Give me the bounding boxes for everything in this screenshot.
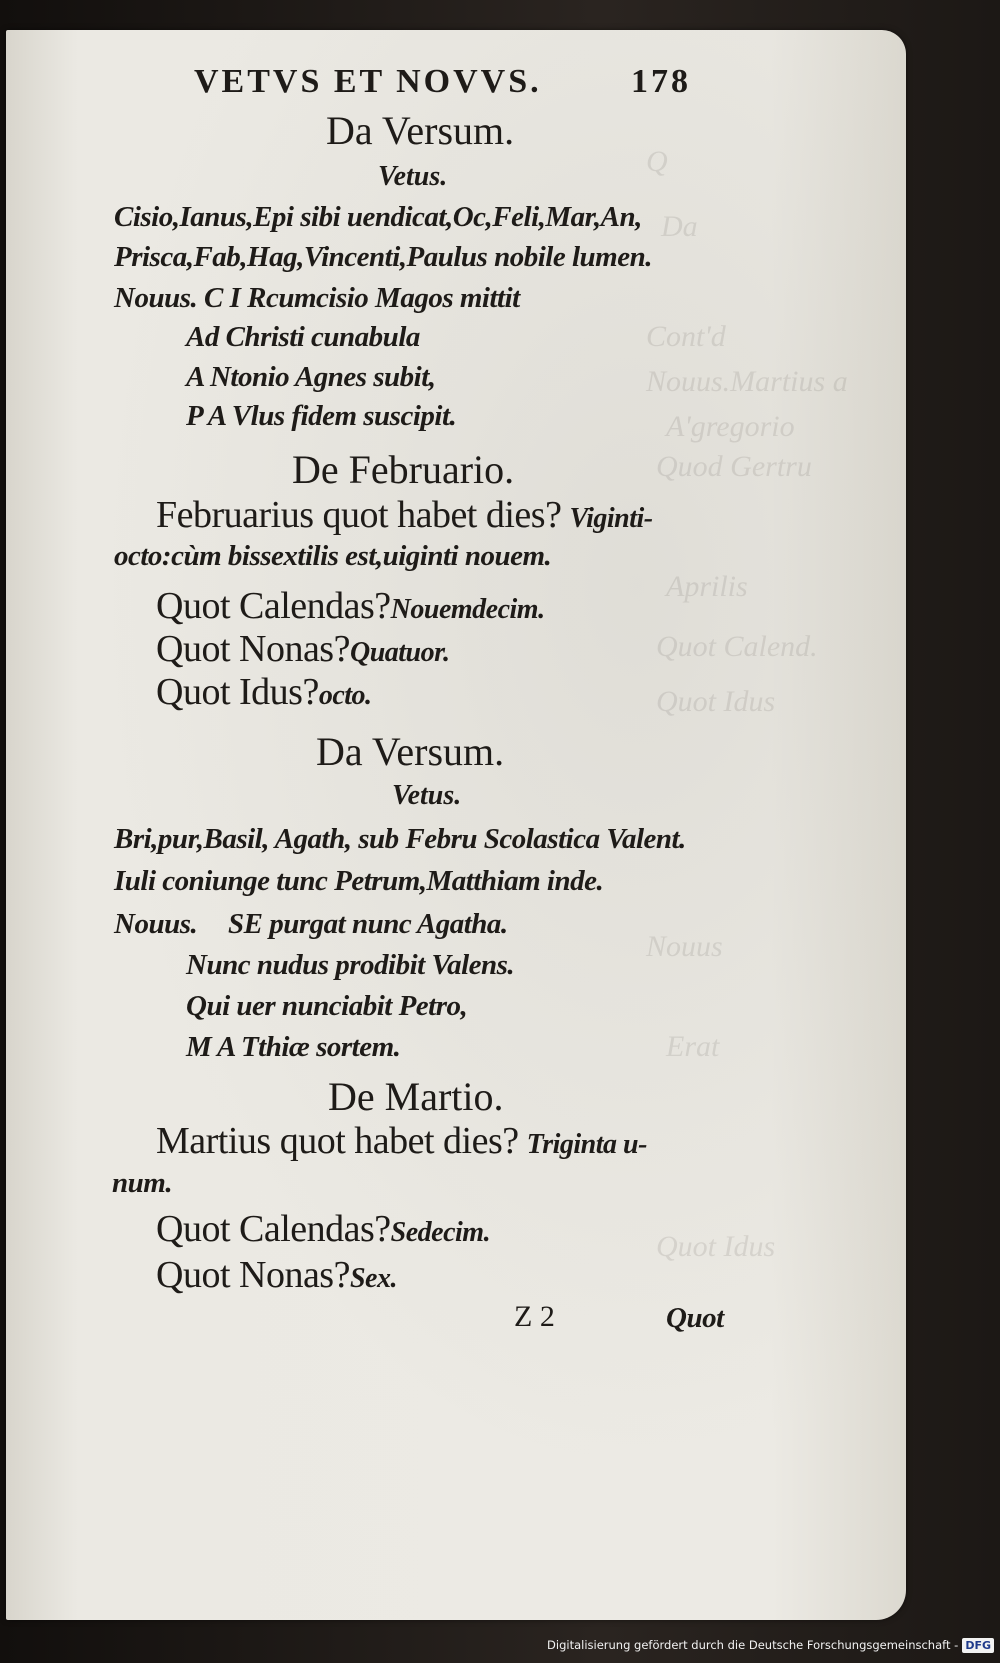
verse-line: A Ntonio Agnes subit,	[186, 361, 436, 393]
dfg-logo: DFG	[962, 1638, 994, 1653]
answer-text: Quatuor.	[349, 637, 450, 668]
nouus-label: Nouus.	[114, 282, 198, 314]
signature-mark: Z 2	[514, 1300, 555, 1333]
running-title: VETVS ET NOVVS.	[194, 63, 542, 100]
section-heading: Da Versum.	[316, 729, 505, 774]
section-heading: De Martio.	[328, 1074, 504, 1119]
question-line	[156, 496, 653, 534]
question-line	[156, 673, 372, 711]
answer-text: Sex.	[349, 1263, 397, 1294]
verse-line: Ad Christi cunabula	[186, 321, 420, 353]
question-line	[156, 630, 449, 668]
question-line	[156, 587, 545, 625]
verse-line: M A Tthiæ sortem.	[186, 1031, 401, 1063]
question-text: Quot Calendas?	[156, 1208, 391, 1250]
question-text: Februarius quot habet dies?	[156, 494, 562, 536]
verse-line: Cisio,Ianus,Epi sibi uendicat,Oc,Feli,Mar,An,	[114, 201, 642, 233]
show-through: Q Da Cont'd Nouus.Martius a A'gregorio Quod Gertru Aprilis Quot Calend. Quot Idus Nouus Erat Quot Idus	[646, 145, 848, 1263]
verse-line: Qui uer nunciabit Petro,	[186, 990, 468, 1022]
question-line	[156, 1210, 490, 1248]
verse-line: Nunc nudus prodibit Valens.	[186, 949, 515, 981]
answer-text: Viginti-	[569, 503, 653, 534]
question-text: Quot Idus?	[156, 671, 319, 713]
question-text: Quot Nonas?	[156, 1254, 350, 1296]
question-line	[156, 1256, 397, 1294]
verse-line: Iuli coniunge tunc Petrum,Matthiam inde.	[114, 865, 604, 897]
section-heading: Da Versum.	[326, 108, 515, 153]
answer-text: octo.	[318, 680, 372, 711]
credit-text: Digitalisierung gefördert durch die Deutsche Forschungsgemeinschaft -	[547, 1638, 959, 1652]
verse-line: C I Rcumcisio Magos mittit	[204, 282, 520, 314]
section-subheading: Vetus.	[378, 161, 448, 192]
section-subheading: Vetus.	[392, 780, 462, 811]
question-line	[156, 1122, 647, 1160]
question-text: Quot Calendas?	[156, 585, 391, 627]
answer-text: Nouemdecim.	[390, 594, 545, 625]
answer-text: Triginta u-	[526, 1129, 647, 1160]
digitization-credit	[547, 1633, 994, 1657]
answer-continuation: num.	[112, 1167, 173, 1199]
question-text: Quot Nonas?	[156, 628, 350, 670]
nouus-label: Nouus.	[114, 908, 198, 940]
book-page	[6, 30, 906, 1620]
verse-line: Prisca,Fab,Hag,Vincenti,Paulus nobile lumen.	[114, 241, 652, 273]
answer-continuation: octo:cùm bissextilis est,uiginti nouem.	[114, 540, 552, 572]
verse-line: SE purgat nunc Agatha.	[228, 908, 508, 940]
section-heading: De Februario.	[292, 447, 515, 492]
verse-line: P A Vlus fidem suscipit.	[186, 400, 457, 432]
answer-text: Sedecim.	[390, 1217, 491, 1248]
question-text: Martius quot habet dies?	[156, 1120, 519, 1162]
verse-line: Bri,pur,Basil, Agath, sub Febru Scolastica Valent.	[114, 823, 686, 855]
page-number: 178	[631, 63, 691, 100]
catchword: Quot	[666, 1302, 724, 1334]
